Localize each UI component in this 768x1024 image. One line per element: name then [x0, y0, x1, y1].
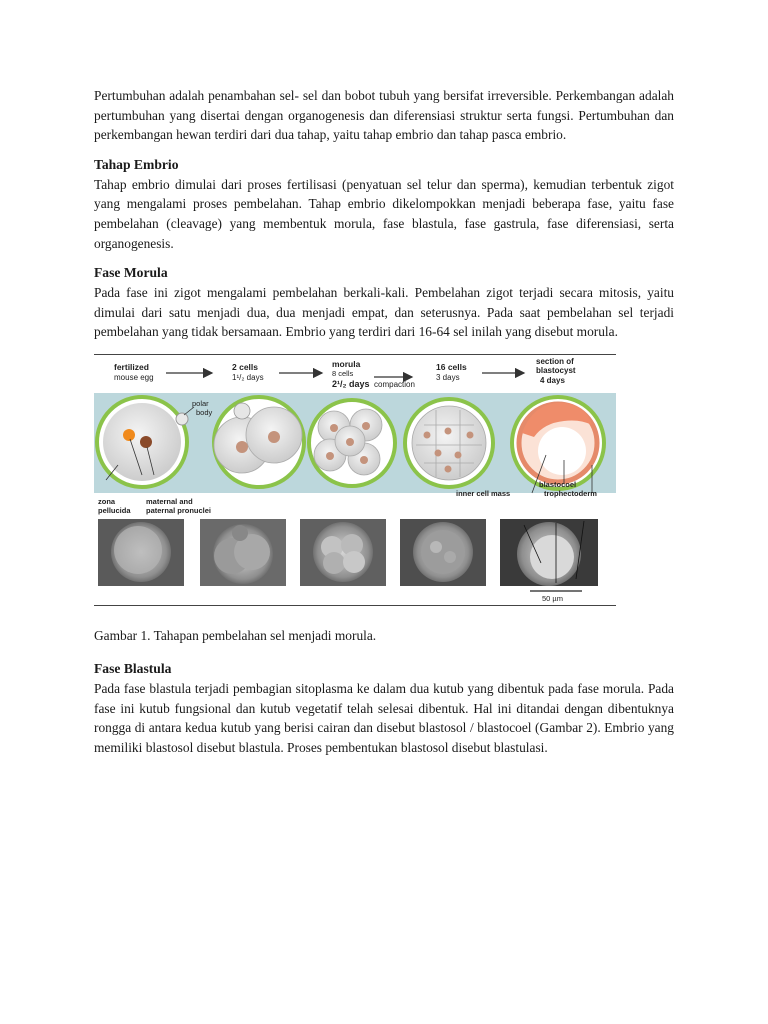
embrio-paragraph: Tahap embrio dimulai dari proses fertilisasi (penyatuan sel telur dan sperma), kemudian terbentuk zigot yang mengalami proses pembelahan. Tahap embrio dikelompokkan menjadi beberapa fase, yaitu fase pembelahan (cleavage) yang membentuk morula, fase blastula, fase gastrula, fase diferensiasi, serta organogenesis. [94, 176, 674, 251]
micrograph-row [98, 519, 598, 586]
figure-morula-stages [94, 354, 616, 606]
heading-fase-blastula: Fase Blastula [94, 660, 172, 676]
morula-paragraph: Pada fase ini zigot mengalami pembelahan berkali-kali. Pembelahan zigot terjadi secara mitosis, yaitu dimulai dari satu menjadi dua, dua menjadi empat, dan seterusnya. Pada saat pembelahan sel terjadi pembelahan yang tidak bersamaan. Embrio yang terdiri dari 16-64 sel inilah yang disebut morula. [94, 285, 674, 340]
stage1-title: fertilized [114, 361, 149, 372]
blastula-paragraph: Pada fase blastula terjadi pembagian sitoplasma ke dalam dua kutub yang dibentuk pada fase morula. Pada fase ini kutub fungsional dan kutub vegetatif telah selesai dibentuk. Hal ini ditandai dengan dibentuknya rongga di antara kedua kutub yang berisi cairan dan disebut blastosol / blastocoel (Gambar 2). Embrio yang memiliki blastosol disebut blastula. Proses pembentukan blastosol disebut blastulasi. [94, 680, 674, 755]
zona-label: zona [98, 496, 116, 506]
document-page [94, 86, 674, 757]
figure-caption: Gambar 1. Tahapan pembelahan sel menjadi morula. [94, 627, 377, 643]
eight-cell-morula [309, 400, 395, 486]
inner-cell-mass-label: inner cell mass [456, 488, 511, 498]
paternal-label: paternal pronuclei [146, 505, 212, 515]
heading-fase-morula: Fase Morula [94, 265, 168, 281]
stage4-title: 16 cells [436, 361, 467, 372]
stage4-sub: 3 days [436, 372, 460, 382]
blastocoel-label: blastocoel [539, 479, 577, 489]
blastocoel-cavity [538, 427, 586, 475]
pellucida-label: pellucida [98, 505, 131, 515]
compaction-label: compaction [374, 379, 415, 389]
stage5-sub: blastocyst [536, 365, 576, 375]
stage3-days: 2¹/₂ days [332, 378, 370, 389]
stage2-title: 2 cells [232, 361, 258, 372]
maternal-label: maternal and [146, 496, 193, 506]
scale-label: 50 µm [542, 593, 563, 603]
two-cell-embryo [214, 397, 304, 487]
body-label: body [196, 407, 213, 417]
heading-tahap-embrio: Tahap Embrio [94, 156, 179, 172]
paternal-pronucleus [140, 436, 152, 448]
maternal-pronucleus [123, 429, 135, 441]
sixteen-cell-morula [405, 399, 493, 487]
stage2-sub: 1¹/₂ days [232, 372, 264, 382]
stage3-title: morula [332, 358, 361, 369]
polar-label: polar [192, 398, 209, 408]
stage3-sub: 8 cells [332, 368, 354, 378]
trophectoderm-label: trophectoderm [544, 488, 597, 498]
intro-paragraph: Pertumbuhan adalah penambahan sel- sel dan bobot tubuh yang bersifat irreversible. Perkembangan adalah pertumbuhan yang disertai dengan organogenesis dan diferensiasi struktur serta fungsi. Pertumbuhan dan perkembangan hewan terdiri dari dua tahap, yaitu tahap embrio dan tahap pasca embrio. [94, 88, 674, 143]
stage5-title: section of [536, 356, 574, 366]
stage5-days: 4 days [540, 375, 565, 385]
figure-illustration [94, 355, 616, 605]
stage1-sub: mouse egg [114, 372, 154, 382]
polar-body [176, 413, 188, 425]
